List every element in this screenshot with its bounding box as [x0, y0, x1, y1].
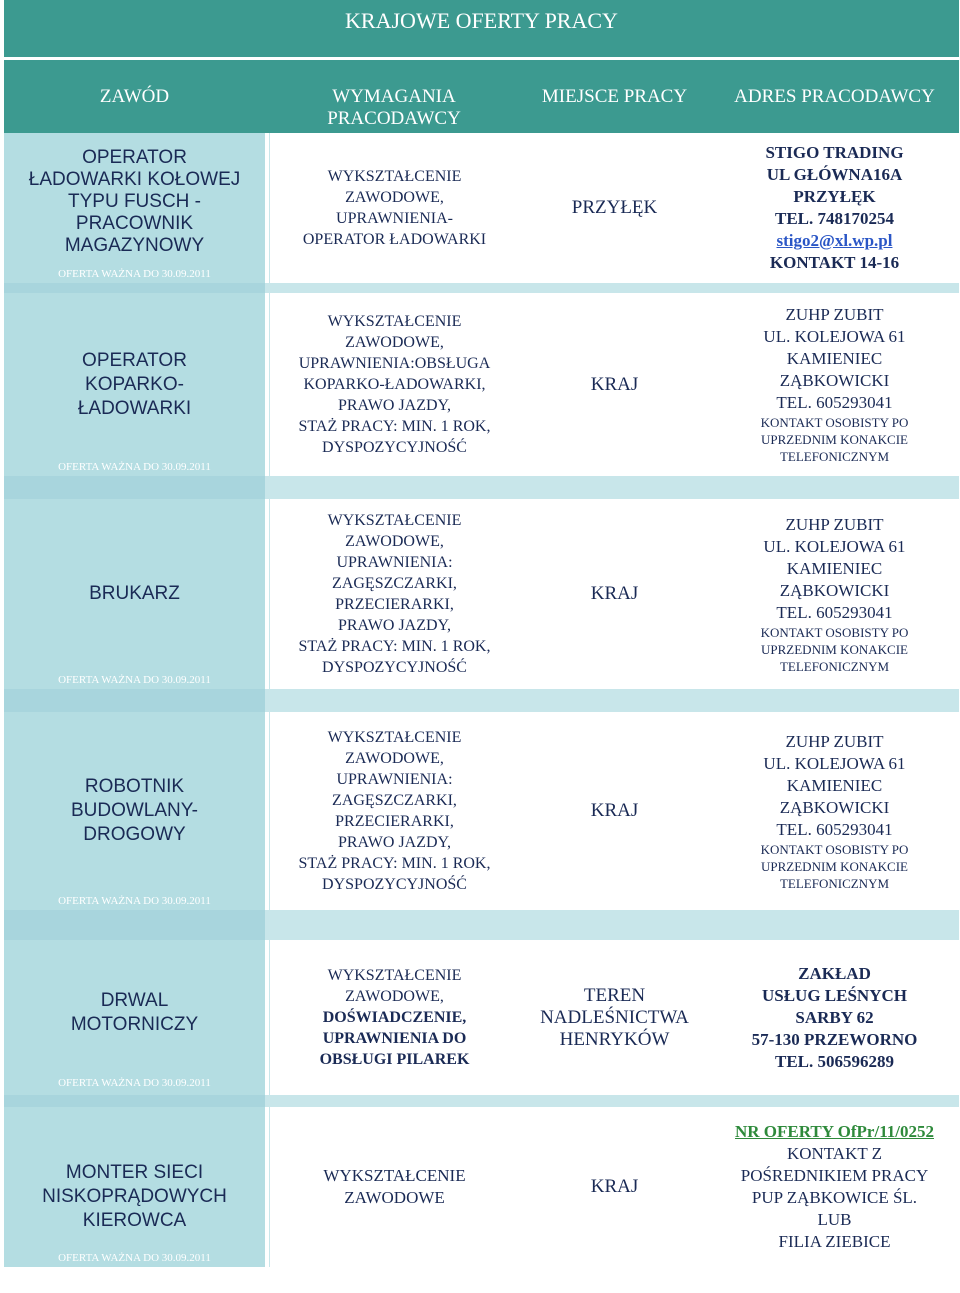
- text-line: KIEROWCA: [82, 1210, 187, 1231]
- text-line: WYKSZTAŁCENIE: [323, 1166, 466, 1185]
- text-line: WYKSZTAŁCENIE: [327, 729, 462, 746]
- job-cell: [4, 499, 265, 689]
- text-line: ZAGĘSZCZARKI,: [332, 792, 457, 809]
- text-line: FILIA ZIEBICE: [778, 1232, 891, 1251]
- text-line: TEL. 748170254: [774, 209, 895, 228]
- text-line: ZAWODOWE,: [345, 988, 444, 1005]
- title-bar: [4, 0, 959, 60]
- workplace-cell: [522, 1107, 707, 1267]
- table-row: [4, 499, 959, 689]
- workplace-cell: [522, 712, 707, 910]
- column-header-row: [4, 60, 959, 133]
- employer-address-cell: [710, 499, 959, 689]
- workplace-cell: [522, 133, 707, 283]
- text-line: PRACODAWCY: [327, 108, 461, 129]
- requirements-cell: [269, 940, 519, 1095]
- separator-cell: [4, 1095, 265, 1107]
- text-line: PRZECIERARKI,: [335, 596, 454, 613]
- employer-address-cell: [710, 1107, 959, 1267]
- text-line: KONTAKT OSOBISTY PO: [760, 415, 909, 430]
- table-row: [4, 1107, 959, 1267]
- text-line: PRACOWNIK: [75, 213, 194, 234]
- offer-validity: OFERTA WAŻNA DO 30.09.2011: [58, 674, 211, 686]
- text-line: ŁADOWARKI: [77, 397, 192, 419]
- text-line: PUP ZĄBKOWICE ŚL.: [751, 1188, 918, 1207]
- table-row: [4, 712, 959, 910]
- separator-cell: [4, 476, 265, 499]
- text-line: UPRZEDNIM KONAKCIE: [761, 858, 908, 874]
- text-line: WYKSZTAŁCENIE: [327, 313, 462, 330]
- text-line: MONTER SIECI: [65, 1162, 204, 1183]
- text-line: OPERATOR ŁADOWARKI: [302, 231, 487, 248]
- text-line: KRAJ: [590, 373, 639, 395]
- separator-cell: [4, 283, 265, 293]
- workplace-cell: [522, 499, 707, 689]
- workplace-cell: [522, 940, 707, 1095]
- job-cell: [4, 133, 265, 283]
- text-line: POŚREDNIKIEM PRACY: [740, 1166, 929, 1185]
- requirements-cell: [269, 1107, 519, 1267]
- text-line: KOPARKO-: [85, 373, 184, 395]
- text-line: ZUHP ZUBIT: [785, 731, 884, 751]
- job-title: [71, 989, 198, 1037]
- requirements-cell: [269, 499, 519, 689]
- col-header-adres: ADRES PRACODAWCY: [734, 86, 935, 107]
- requirements-cell: [269, 712, 519, 910]
- text-line: MOTORNICZY: [70, 1013, 199, 1035]
- text-line: ZAGĘSZCZARKI,: [332, 575, 457, 592]
- text-line: MAGAZYNOWY: [64, 235, 205, 256]
- table-row: [4, 940, 959, 1095]
- text-line: TYPU FUSCH -: [68, 191, 201, 212]
- job-cell: [4, 712, 265, 910]
- text-line: ZUHP ZUBIT: [785, 514, 884, 534]
- job-cell: [4, 1107, 265, 1267]
- text-line: KRAJ: [590, 800, 639, 821]
- employer-address-cell: [710, 940, 959, 1095]
- text-line: PRAWO JAZDY,: [337, 617, 452, 634]
- employer-address-cell: [710, 712, 959, 910]
- job-title: [71, 775, 198, 847]
- text-line: NISKOPRĄDOWYCH: [42, 1186, 227, 1207]
- text-line: DYSPOZYCYJNOŚĆ: [322, 876, 467, 893]
- text-line: UL GŁÓWNA16A: [766, 165, 903, 184]
- text-line: USŁUG LEŚNYCH: [761, 985, 907, 1005]
- employer-address-cell: [710, 293, 959, 476]
- text-line: KONTAKT OSOBISTY PO: [760, 841, 909, 857]
- text-line: OBSŁUGI PILAREK: [319, 1051, 470, 1068]
- text-line: PRZECIERARKI,: [335, 813, 454, 830]
- table-row: [4, 133, 959, 283]
- text-line: UPRZEDNIM KONAKCIE: [761, 432, 908, 447]
- text-line: PRAWO JAZDY,: [337, 397, 452, 414]
- workplace-cell: [522, 293, 707, 476]
- text-line: PRAWO JAZDY,: [337, 834, 452, 851]
- col-header-wymagania: [269, 86, 519, 130]
- text-line: DRWAL: [100, 989, 169, 1011]
- text-line: KONTAKT OSOBISTY PO: [760, 624, 909, 640]
- col-header-zawod: ZAWÓD: [99, 86, 170, 107]
- job-title: [42, 1161, 227, 1233]
- text-line: WYKSZTAŁCENIE: [327, 967, 462, 984]
- text-line: ROBOTNIK: [84, 776, 185, 797]
- offer-validity: OFERTA WAŻNA DO 30.09.2011: [58, 461, 211, 473]
- text-line: ZĄBKOWICKI: [779, 797, 890, 817]
- text-line: DYSPOZYCYJNOŚĆ: [322, 659, 467, 676]
- text-line: TEL. 605293041: [776, 602, 893, 622]
- text-line: OPERATOR: [82, 147, 187, 168]
- text-line: TEL. 605293041: [776, 819, 893, 839]
- text-line: STAŻ PRACY: MIN. 1 ROK,: [298, 418, 491, 435]
- text-line: PRZYŁĘK: [571, 197, 658, 218]
- text-line: WYMAGANIA: [332, 86, 456, 107]
- page-title: KRAJOWE OFERTY PRACY: [345, 8, 618, 33]
- text-line: ZAWODOWE,: [345, 533, 444, 550]
- text-line: ZAKŁAD: [798, 963, 871, 983]
- row-separator: [4, 1095, 959, 1107]
- text-line: DYSPOZYCYJNOŚĆ: [322, 439, 467, 456]
- text-line: KAMIENIEC: [786, 775, 883, 795]
- employer-address-cell: [710, 133, 959, 283]
- text-line: ZAWODOWE,: [345, 334, 444, 351]
- text-line: NADLEŚNICTWA: [540, 1006, 689, 1028]
- text-line: STAŻ PRACY: MIN. 1 ROK,: [298, 855, 491, 872]
- job-cell: [4, 293, 265, 476]
- text-line: ZĄBKOWICKI: [779, 371, 890, 390]
- text-line: KRAJ: [590, 583, 639, 604]
- text-line: WYKSZTAŁCENIE: [327, 168, 462, 185]
- text-line: TEREN: [583, 984, 646, 1006]
- text-line: WYKSZTAŁCENIE: [327, 512, 462, 529]
- row-separator: [4, 910, 959, 940]
- text-line: KONTAKT 14-16: [769, 253, 900, 272]
- text-line: ZAWODOWE,: [345, 750, 444, 767]
- text-line: KAMIENIEC: [786, 558, 883, 578]
- col-header-miejsce: MIEJSCE PRACY: [541, 86, 688, 107]
- text-line: UPRAWNIENIA:: [336, 554, 453, 571]
- text-line: KRAJ: [590, 1176, 639, 1197]
- text-line: UPRAWNIENIA-: [336, 210, 453, 227]
- text-line: OPERATOR: [82, 349, 187, 371]
- text-line: TELEFONICZNYM: [779, 449, 890, 464]
- row-separator: [4, 476, 959, 499]
- offer-validity: OFERTA WAŻNA DO 30.09.2011: [58, 1077, 211, 1089]
- row-separator: [4, 283, 959, 293]
- text-line: 57-130 PRZEWORNO: [751, 1029, 918, 1049]
- text-line: ZAWODOWE,: [345, 189, 444, 206]
- offer-validity: OFERTA WAŻNA DO 30.09.2011: [58, 268, 211, 280]
- text-line: UPRAWNIENIA DO: [322, 1030, 467, 1047]
- text-line: LUB: [817, 1210, 852, 1229]
- text-line: UPRZEDNIM KONAKCIE: [761, 641, 908, 657]
- row-separator: [4, 689, 959, 712]
- text-line: ZUHP ZUBIT: [785, 305, 884, 324]
- separator-cell: [4, 910, 265, 940]
- job-title: [29, 147, 241, 257]
- text-line: UL. KOLEJOWA 61: [763, 753, 906, 773]
- text-line: UPRAWNIENIA:OBSŁUGA: [298, 355, 491, 372]
- text-line: STIGO TRADING: [765, 143, 904, 162]
- text-line: DOŚWIADCZENIE,: [322, 1009, 467, 1026]
- text-line: DROGOWY: [83, 824, 186, 845]
- job-title: [78, 349, 191, 421]
- job-title: [89, 583, 180, 605]
- text-line: TEL. 506596289: [774, 1051, 895, 1071]
- text-line: TELEFONICZNYM: [779, 875, 890, 891]
- job-cell: [4, 940, 265, 1095]
- text-line: ŁADOWARKI KOŁOWEJ: [28, 169, 241, 190]
- text-line: TEL. 605293041: [776, 393, 893, 412]
- offer-validity: OFERTA WAŻNA DO 30.09.2011: [58, 895, 211, 907]
- requirements-cell: [269, 293, 519, 476]
- offer-number-link[interactable]: NR OFERTY OfPr/11/0252: [735, 1122, 934, 1141]
- text-line: KOPARKO-ŁADOWARKI,: [303, 376, 486, 393]
- text-line: BUDOWLANY-: [70, 800, 199, 821]
- text-line: HENRYKÓW: [559, 1028, 670, 1050]
- text-line: UL. KOLEJOWA 61: [763, 536, 906, 556]
- text-line: ZĄBKOWICKI: [779, 580, 890, 600]
- offer-validity: OFERTA WAŻNA DO 30.09.2011: [58, 1252, 211, 1264]
- text-line: KONTAKT Z: [786, 1144, 883, 1163]
- separator-cell: [4, 689, 265, 712]
- text-line: PRZYŁĘK: [793, 187, 876, 206]
- text-line: ZAWODOWE: [344, 1188, 445, 1207]
- requirements-cell: [269, 133, 519, 283]
- text-line: UL. KOLEJOWA 61: [763, 327, 906, 346]
- text-line: KAMIENIEC: [786, 349, 883, 368]
- text-line: TELEFONICZNYM: [779, 658, 890, 674]
- text-line: UPRAWNIENIA:: [336, 771, 453, 788]
- text-line: SARBY 62: [795, 1007, 874, 1027]
- table-row: [4, 293, 959, 476]
- text-line: STAŻ PRACY: MIN. 1 ROK,: [298, 638, 491, 655]
- text-line: BRUKARZ: [89, 583, 180, 604]
- email-link[interactable]: stigo2@xl.wp.pl: [776, 231, 893, 250]
